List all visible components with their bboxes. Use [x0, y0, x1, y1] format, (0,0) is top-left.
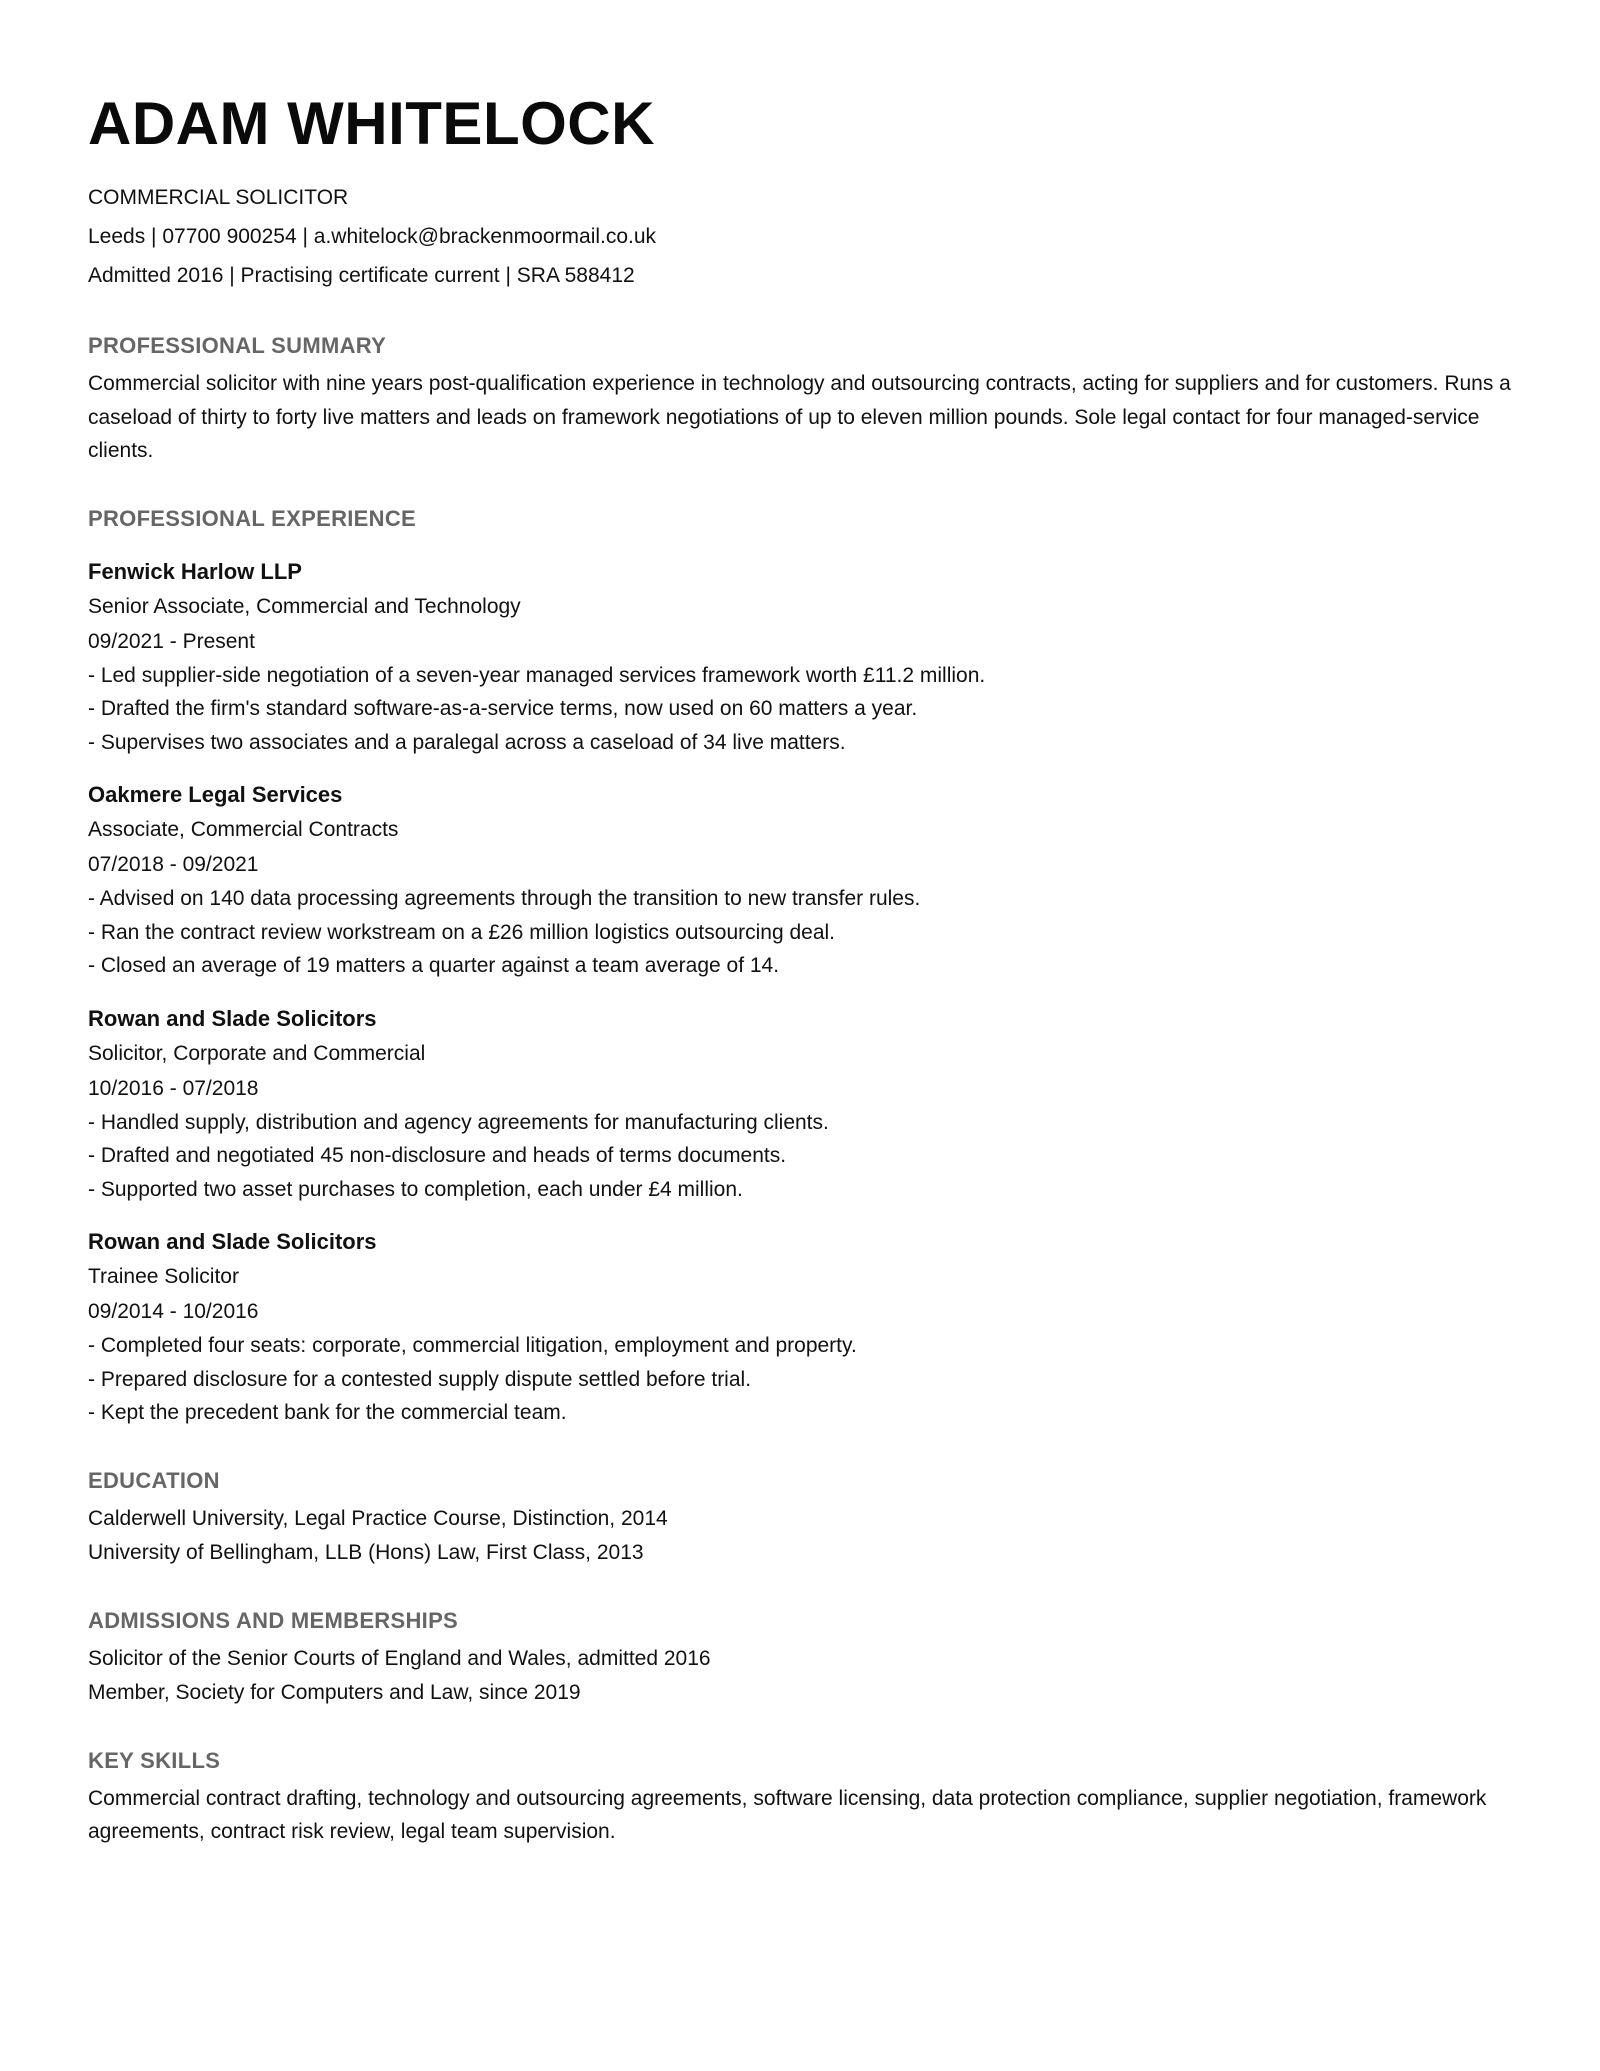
credentials-line: Admitted 2016 | Practising certificate current | SRA 588412: [88, 264, 635, 287]
job-bullet: - Kept the precedent bank for the commercial team.: [88, 1401, 567, 1424]
summary-section: [88, 331, 1512, 468]
education-section: [88, 1466, 1512, 1570]
skills-heading: KEY SKILLS: [88, 1747, 221, 1773]
job-bullets: [88, 659, 1512, 760]
job-bullet: - Completed four seats: corporate, commercial litigation, employment and property.: [88, 1334, 857, 1357]
skills-text: Commercial contract drafting, technology and outsourcing agreements, software licensing, data protection compliance, supplier negotiation, framework agreements, contract risk review, legal team supervision.: [88, 1786, 1487, 1843]
job-bullet: - Supervises two associates and a paralegal across a caseload of 34 live matters.: [88, 730, 846, 754]
experience-heading: PROFESSIONAL EXPERIENCE: [88, 505, 417, 531]
job-role: Solicitor, Corporate and Commercial: [88, 1041, 426, 1065]
admissions-heading: ADMISSIONS AND MEMBERSHIPS: [88, 1607, 459, 1633]
job-entry: [88, 554, 1512, 760]
job-bullet: - Drafted and negotiated 45 non-disclosure and heads of terms documents.: [88, 1144, 787, 1167]
job-bullet: - Closed an average of 19 matters a quarter against a team average of 14.: [88, 954, 780, 977]
summary-text: Commercial solicitor with nine years post-qualification experience in technology and outsourcing contracts, acting for suppliers and for customers. Runs a caseload of thirty to forty live matters and leads on framework negotiations of up to eleven million pounds. Sole legal contact for four managed-service clients.: [88, 372, 1511, 462]
job-bullets: [88, 882, 1512, 983]
job-bullets: [88, 1106, 1512, 1207]
admissions-item: Solicitor of the Senior Courts of England and Wales, admitted 2016: [88, 1646, 711, 1670]
job-bullet: - Ran the contract review workstream on a £26 million logistics outsourcing deal.: [88, 920, 836, 944]
job-bullets: [88, 1329, 1512, 1430]
job-company: Oakmere Legal Services: [88, 782, 343, 807]
contact-line: Leeds | 07700 900254 | a.whitelock@brackenmoormail.co.uk: [88, 225, 657, 248]
job-dates: 10/2016 - 07/2018: [88, 1076, 259, 1100]
job-bullet: - Handled supply, distribution and agency agreements for manufacturing clients.: [88, 1110, 829, 1134]
resume-header: [88, 88, 1512, 295]
job-bullet: - Advised on 140 data processing agreements through the transition to new transfer rules.: [88, 887, 921, 910]
job-bullet: - Supported two asset purchases to completion, each under £4 million.: [88, 1177, 743, 1201]
job-entry: [88, 1001, 1512, 1207]
admissions-list: [88, 1642, 1512, 1710]
job-bullet: - Prepared disclosure for a contested supply dispute settled before trial.: [88, 1367, 752, 1391]
admissions-section: [88, 1606, 1512, 1710]
job-entry: [88, 1224, 1512, 1430]
education-item: University of Bellingham, LLB (Hons) Law, First Class, 2013: [88, 1540, 644, 1564]
job-dates: 09/2021 - Present: [88, 629, 255, 653]
candidate-name: ADAM WHITELOCK: [88, 90, 655, 157]
job-role: Trainee Solicitor: [88, 1265, 239, 1288]
job-company: Rowan and Slade Solicitors: [88, 1229, 377, 1254]
candidate-title: COMMERCIAL SOLICITOR: [88, 186, 349, 209]
job-role: Associate, Commercial Contracts: [88, 818, 399, 841]
education-item: Calderwell University, Legal Practice Course, Distinction, 2014: [88, 1506, 668, 1530]
education-list: [88, 1502, 1512, 1570]
job-company: Fenwick Harlow LLP: [88, 558, 302, 584]
job-company: Rowan and Slade Solicitors: [88, 1005, 377, 1031]
experience-section: [88, 504, 1512, 1430]
job-bullet: - Led supplier-side negotiation of a seven-year managed services framework worth £11.2 million.: [88, 663, 986, 687]
job-bullet: - Drafted the firm's standard software-as-a-service terms, now used on 60 matters a year.: [88, 697, 918, 720]
job-dates: 09/2014 - 10/2016: [88, 1300, 259, 1323]
job-dates: 07/2018 - 09/2021: [88, 853, 259, 876]
admissions-item: Member, Society for Computers and Law, since 2019: [88, 1680, 581, 1704]
job-entry: [88, 777, 1512, 983]
summary-heading: PROFESSIONAL SUMMARY: [88, 333, 387, 358]
education-heading: EDUCATION: [88, 1467, 220, 1493]
job-role: Senior Associate, Commercial and Technology: [88, 594, 521, 618]
skills-section: [88, 1746, 1512, 1849]
